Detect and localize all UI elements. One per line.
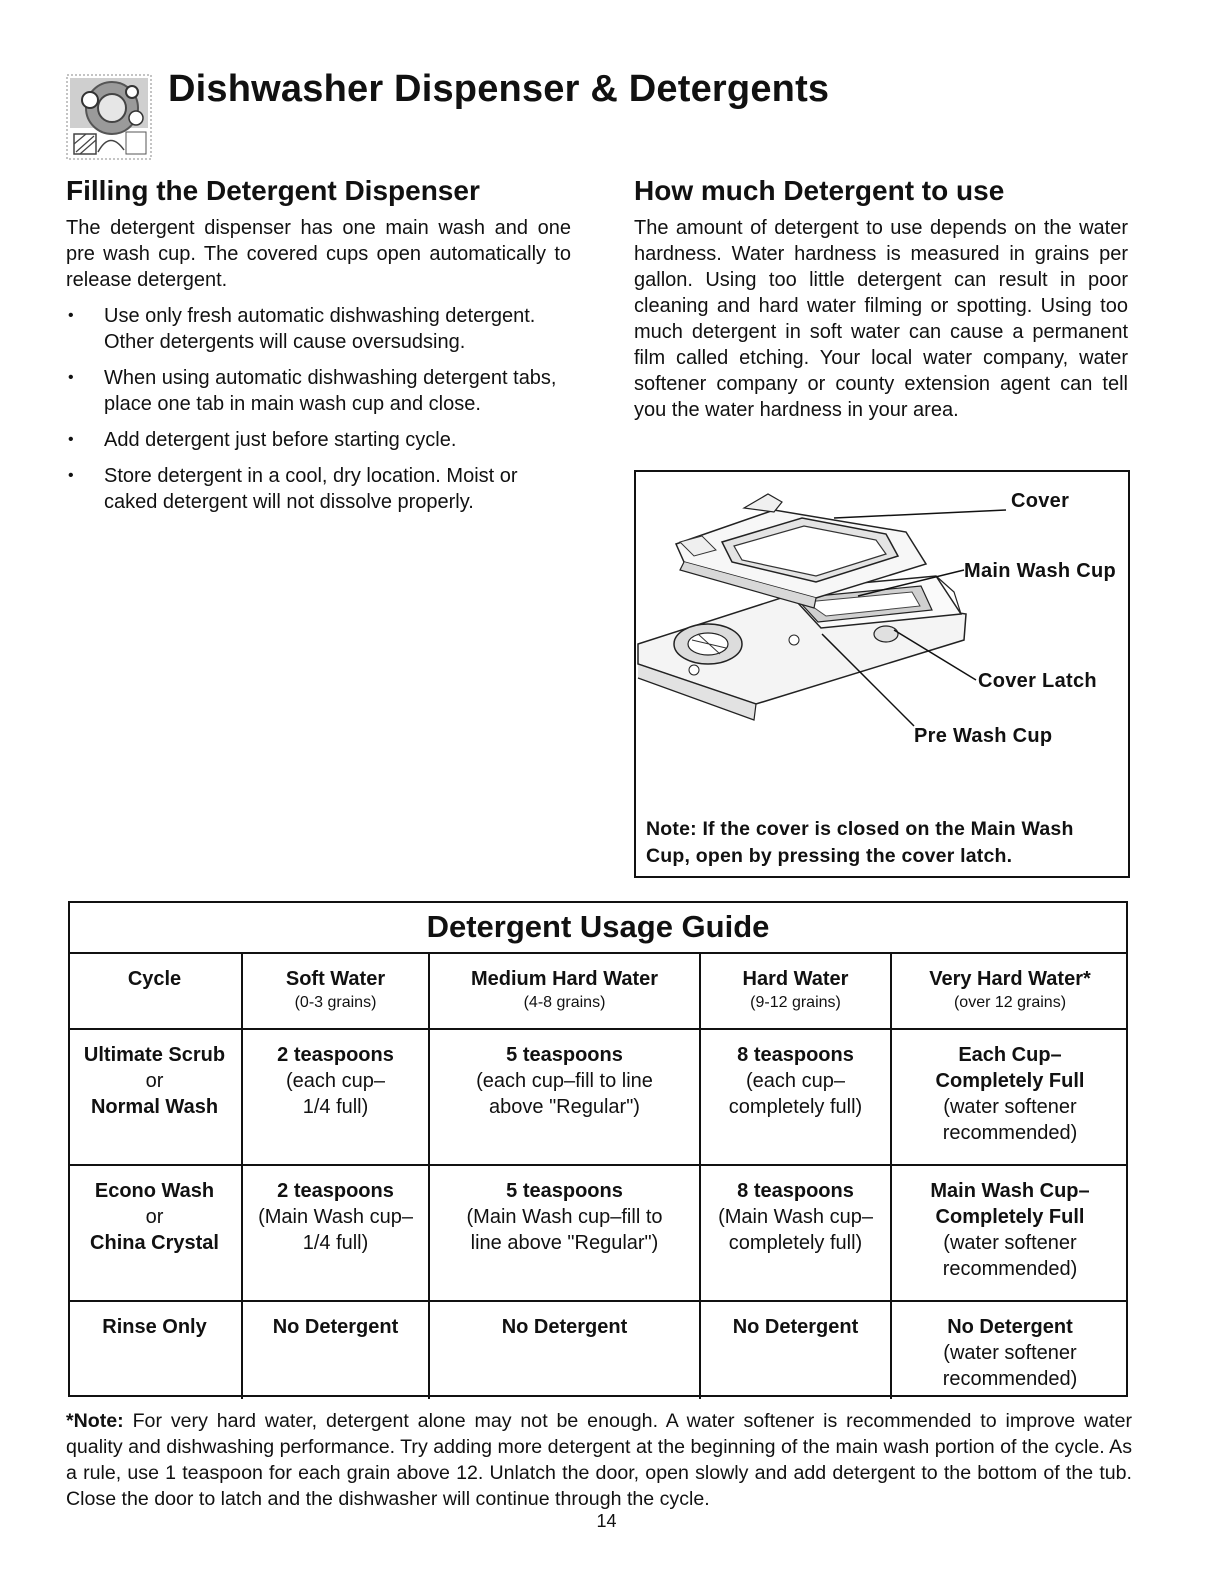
very-hard-cell: Each Cup– Completely Full (water softener recommended) xyxy=(891,1029,1128,1165)
how-much-heading: How much Detergent to use xyxy=(634,175,1005,206)
page-header xyxy=(66,68,1146,164)
bullet-icon: • xyxy=(68,307,74,324)
bullet-icon: • xyxy=(68,369,74,386)
cycle-cell: Econo Wash or China Crystal xyxy=(68,1165,242,1301)
bullet-icon: • xyxy=(68,467,74,484)
hard-cell: 8 teaspoons (Main Wash cup– completely full) xyxy=(700,1165,891,1301)
list-item: • Add detergent just before starting cycle. xyxy=(68,429,457,451)
table-row xyxy=(68,1165,1128,1301)
how-much-section xyxy=(634,175,1128,423)
footnote-text: For very hard water, detergent alone may not be enough. A water softener is recommended to improve water quality and dishwashing performance. Try adding more detergent at the beginning of the main wash portion of the cycle. As a rule, use 1 teaspoon for each grain above 12. Unlatch the door, open slowly and add detergent to the bottom of the tub. Close the door to latch and the dishwasher will continue through the cycle. xyxy=(66,1410,1132,1510)
diagram-note: Note: If the cover is closed on the Main Wash Cup, open by pressing the cover latch. xyxy=(646,818,1074,867)
table-row xyxy=(68,1029,1128,1165)
list-item: • Store detergent in a cool, dry location. Moist or caked detergent will not dissolve properly. xyxy=(68,465,518,513)
filling-intro: The detergent dispenser has one main wash and one pre wash cup. The covered cups open automatically to release detergent. xyxy=(66,217,571,291)
hard-cell: No Detergent xyxy=(700,1301,891,1399)
hard-cell: 8 teaspoons (each cup– completely full) xyxy=(700,1029,891,1165)
how-much-body: The amount of detergent to use depends on the water hardness. Water hardness is measured in grains per gallon. Using too little detergent can result in poor cleaning and hard water filming or spotting. Using too much detergent in soft water can cause a permanent film called etching. Your local water company, water softener company or county extension agent can tell you the water hardness in your area. xyxy=(634,217,1128,421)
soft-cell: No Detergent xyxy=(242,1301,429,1399)
table-row xyxy=(68,1301,1128,1399)
list-item: • Use only fresh automatic dishwashing detergent. Other detergents will cause oversudsing. xyxy=(68,305,536,353)
medium-cell: 5 teaspoons (each cup–fill to line above "Regular") xyxy=(429,1029,700,1165)
filling-section xyxy=(66,175,571,525)
medium-cell: No Detergent xyxy=(429,1301,700,1399)
column-header-soft: Soft Water (0-3 grains) xyxy=(242,953,429,1029)
cover-latch-label: Cover Latch xyxy=(978,670,1097,692)
footnote-label: *Note: xyxy=(66,1410,124,1432)
table-header-row xyxy=(68,953,1128,1029)
main-wash-cup-label: Main Wash Cup xyxy=(964,560,1117,582)
soft-cell: 2 teaspoons (each cup– 1/4 full) xyxy=(242,1029,429,1165)
column-header-very-hard: Very Hard Water* (over 12 grains) xyxy=(891,953,1128,1029)
guide-title: Detergent Usage Guide xyxy=(426,909,770,944)
filling-heading: Filling the Detergent Dispenser xyxy=(66,175,480,206)
usage-table xyxy=(68,952,1128,1399)
detergent-usage-guide xyxy=(68,901,1128,1397)
soft-cell: 2 teaspoons (Main Wash cup– 1/4 full) xyxy=(242,1165,429,1301)
pre-wash-cup-label: Pre Wash Cup xyxy=(914,725,1053,747)
cycle-cell: Rinse Only xyxy=(68,1301,242,1399)
filling-bullet-list xyxy=(66,303,571,515)
column-header-medium: Medium Hard Water (4-8 grains) xyxy=(429,953,700,1029)
medium-cell: 5 teaspoons (Main Wash cup–fill to line above "Regular") xyxy=(429,1165,700,1301)
column-header-cycle: Cycle xyxy=(68,953,242,1029)
list-item: • When using automatic dishwashing detergent tabs, place one tab in main wash cup and close. xyxy=(68,367,557,415)
dishwasher-rack-icon xyxy=(66,74,152,160)
cycle-cell: Ultimate Scrub or Normal Wash xyxy=(68,1029,242,1165)
dispenser-diagram xyxy=(634,470,1130,878)
footnote xyxy=(66,1408,1132,1512)
page-number: 14 xyxy=(596,1511,617,1531)
page-title: Dishwasher Dispenser & Detergents xyxy=(168,68,830,110)
bullet-icon: • xyxy=(68,431,74,448)
very-hard-cell: No Detergent (water softener recommended) xyxy=(891,1301,1128,1399)
cover-label: Cover xyxy=(1011,490,1070,512)
column-header-hard: Hard Water (9-12 grains) xyxy=(700,953,891,1029)
very-hard-cell: Main Wash Cup– Completely Full (water softener recommended) xyxy=(891,1165,1128,1301)
